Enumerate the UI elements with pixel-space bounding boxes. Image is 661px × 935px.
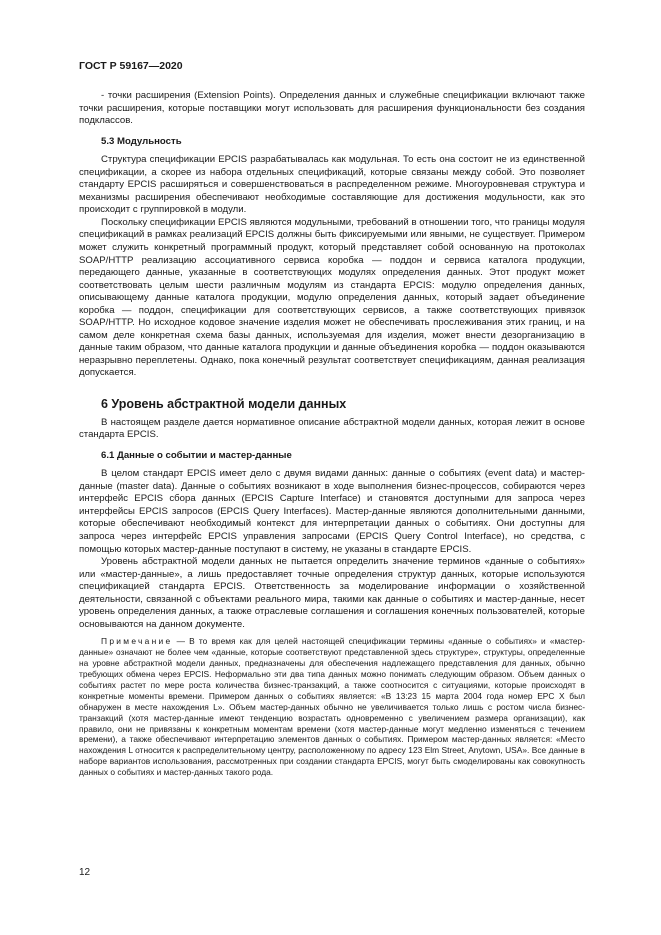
paragraph: Поскольку спецификации EPCIS являются модульными, требований в отношении того, что границы модуля спецификаций в рамках реализаций EPCIS должны быть фиксируемыми или явными, не существует. Примером может служить конкретный программный продукт, который представляет собой основанную на протоколах SOAP/HTTP реализацию ассоциативного сервиса коробка — поддон и сервиса каталога продукции, передающего данные, указанные в соответствующих модулях определения данных. Этот продукт может соответствовать целым шести различным модулям из стандарта EPCIS: модулю определения данных, описывающему данные каталога продукции, модулю определения данных, который задает объединение коробка — поддон, спецификации для соответствующих сервисов, а также соответствующих привязок SOAP/HTTP. Но исходное кодовое значение изделия может не обеспечивать прослеживания этих границ, и на самом деле конкретная схема базы данных, используемая для изделия, может внести дезорганизацию в данные таким образом, что данные каталога продукции и данные объединения коробка — поддон оказываются неразрывно переплетены. Однако, пока конечный результат соответствует спецификациям, данная реализация допускается. xyxy=(79,216,585,379)
page-number: 12 xyxy=(79,867,91,878)
section-heading-5-3: 5.3 Модульность xyxy=(101,135,182,147)
note-label: Примечание xyxy=(101,636,173,647)
paragraph: Структура спецификации EPCIS разрабатывалась как модульная. То есть она состоит не из единственной спецификации, а скорее из набора отдельных спецификаций, которые связаны между собой. Это позволяет стандарту EPCIS расширяться и совершенствоваться в распределенном режиме. Многоуровневая структура и механизмы расширения обеспечивают необходимые составляющие для достижения модульности, как это происходит с группировкой в модули. xyxy=(79,154,585,216)
note xyxy=(79,636,585,778)
section-heading-6-1: 6.1 Данные о событии и мастер-данные xyxy=(101,449,292,461)
paragraph: В целом стандарт EPCIS имеет дело с двумя видами данных: данные о событиях (event data) и мастер-данные (master data). Данные о событиях возникают в ходе выполнения бизнес-процессов, собираются через интерфейс EPCIS сбора данных (EPCIS Capture Interface) и становятся доступными для запроса через интерфейсы EPCIS запросов (EPCIS Query Interfaces). Мастер-данные являются дополнительными данными, которые обеспечивают необходимый контекст для интерпретации данных о событиях. Они доступны для запроса через интерфейс EPCIS управления запросами (EPCIS Query Control Interface), но средства, с помощью которых мастер-данные поступают в систему, не указаны в стандарте EPCIS. xyxy=(79,468,585,555)
document-header: ГОСТ Р 59167—2020 xyxy=(79,60,183,72)
note-text: — В то время как для целей настоящей спецификации термины «данные о событиях» и «мастер-данные» означают не более чем «данные, которые соответствуют представленной здесь структуре», структуры, определенные на уровне абстрактной модели данных, предназначены для обеспечения надлежащего представления для данных, обычно требующих обмена через EPCIS. Неформально эти два типа данных можно понимать следующим образом. Объем данных о событиях растет по мере роста количества бизнес-транзакций, а также соотносится с ситуациями, которые происходят в конкретные моменты времени. Примером данных о событиях является: «В 13:23 15 марта 2004 года номер EPC X был обнаружен в месте нахождения L». Объем мастер-данных обычно не увеличивается только лишь с ростом числа бизнес-транзакций (хотя мастер-данные имеют тенденцию возрастать одновременно с увеличением размера организации), как правило, они не привязаны к конкретным моментам времени (хотя мастер-данные могут медленно изменяться с течением времени), а также обеспечивают интерпретацию элементов данных о событиях. Примером мастер-данных является: «Место нахождения L относится к распределительному центру, расположенному по адресу 123 Elm Street, Anytown, USA». Все данные в наборе вариантов использования, рассмотренных при создании стандарта EPCIS, могут быть смоделированы как совокупность данных о событиях и мастер-данных такого рода. xyxy=(79,636,585,778)
paragraph: - точки расширения (Extension Points). Определения данных и служебные спецификации включают также точки расширения, которые поставщики могут использовать для расширения функциональности без создания подклассов. xyxy=(79,90,585,127)
document-body xyxy=(79,90,585,778)
paragraph: Уровень абстрактной модели данных не пытается определить значение терминов «данные о событиях» или «мастер-данные», а лишь предоставляет точные определения структур данных, которые используются спецификацией стандарта EPCIS. Ответственность за моделирование информации о хозяйственной деятельности, связанной с объектами реального мира, такими как данные о событиях и мастер-данные, несет уровень определения данных, а также отраслевые соглашения и соглашения конечных пользователей, которые основываются на данном документе. xyxy=(79,556,585,630)
paragraph: В настоящем разделе дается нормативное описание абстрактной модели данных, которая лежит в основе стандарта EPCIS. xyxy=(79,416,585,441)
section-heading-6: 6 Уровень абстрактной модели данных xyxy=(101,397,347,412)
